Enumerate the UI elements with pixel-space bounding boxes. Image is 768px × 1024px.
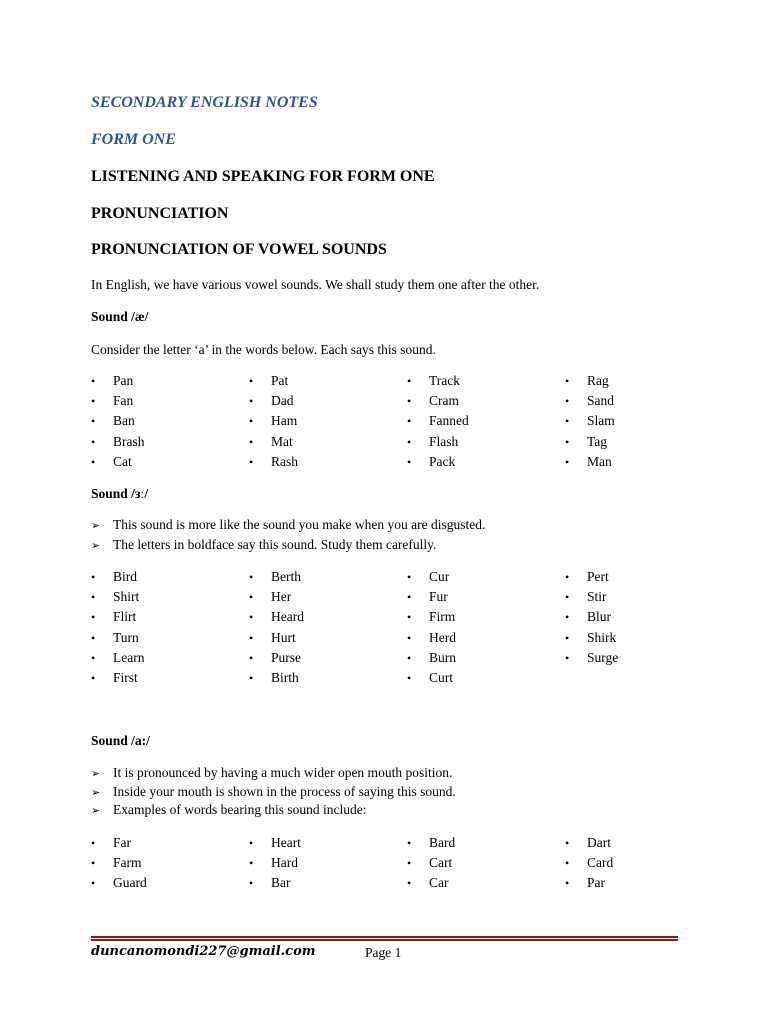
- list-item: [249, 609, 304, 625]
- list-item: [249, 650, 301, 666]
- list-item: [407, 413, 469, 429]
- bullet-icon: •: [407, 836, 412, 850]
- list-item: [91, 835, 131, 851]
- bullet-icon: •: [249, 610, 254, 625]
- word: Ham: [271, 413, 298, 429]
- list-item: [249, 670, 299, 686]
- bullet-icon: •: [407, 650, 412, 665]
- bullet-icon: •: [91, 630, 96, 645]
- bullet-icon: •: [91, 394, 96, 409]
- bullet-icon: •: [249, 454, 254, 469]
- document-title: SECONDARY ENGLISH NOTES: [91, 94, 318, 111]
- list-item: [249, 434, 293, 450]
- bullet-icon: •: [249, 671, 254, 685]
- bullet-icon: •: [249, 650, 254, 665]
- point-text: Inside your mouth is shown in the process of saying this sound.: [113, 783, 456, 799]
- word: Pan: [113, 373, 134, 388]
- bullet-icon: •: [249, 590, 254, 605]
- sound-ae-description: Consider the letter ‘a’ in the words below. Each says this sound.: [91, 342, 436, 357]
- word: Firm: [429, 609, 456, 625]
- list-item: [91, 650, 144, 666]
- list-item: [407, 373, 460, 389]
- list-item: [91, 630, 139, 646]
- bullet-icon: •: [407, 856, 412, 871]
- bullet-icon: •: [91, 876, 96, 891]
- word: Card: [587, 855, 614, 871]
- sound-ae-label: Sound /æ/: [91, 309, 149, 324]
- word: Rash: [271, 453, 298, 469]
- list-item: [91, 670, 138, 686]
- list-item: [407, 569, 449, 585]
- page-number: Page 1: [365, 945, 402, 960]
- sound-a-label: Sound /a:/: [91, 733, 150, 748]
- bullet-icon: •: [91, 590, 96, 605]
- bullet-icon: •: [565, 590, 570, 605]
- list-item: [249, 454, 298, 470]
- section-heading-pronunciation: PRONUNCIATION: [91, 205, 229, 222]
- point-text: This sound is more like the sound you make when you are disgusted.: [113, 517, 486, 532]
- bullet-icon: •: [249, 836, 254, 850]
- list-item: [565, 855, 613, 871]
- arrow-bullet-icon: ➢: [91, 768, 101, 780]
- list-item: [407, 670, 453, 686]
- word: Purse: [271, 649, 301, 665]
- bullet-icon: •: [249, 414, 254, 429]
- bullet-icon: •: [91, 650, 96, 665]
- word: Fan: [113, 393, 134, 409]
- word: Turn: [113, 629, 139, 645]
- bullet-icon: •: [565, 650, 570, 665]
- arrow-bullet-icon: ➢: [91, 539, 101, 552]
- word: Shirt: [113, 589, 140, 605]
- bullet-icon: •: [565, 836, 570, 850]
- arrow-bullet-icon: ➢: [91, 786, 101, 799]
- bullet-icon: •: [91, 454, 96, 469]
- list-item: [91, 875, 147, 891]
- word: First: [113, 670, 138, 685]
- list-item: [565, 835, 611, 851]
- arrow-point: [91, 537, 436, 553]
- bullet-icon: •: [91, 414, 96, 429]
- bullet-icon: •: [249, 856, 254, 871]
- list-item: [249, 875, 291, 891]
- bullet-icon: •: [407, 394, 412, 409]
- word: Pat: [271, 373, 289, 388]
- list-item: [91, 454, 132, 470]
- bullet-icon: •: [565, 434, 570, 449]
- word: Track: [429, 373, 461, 388]
- word: Farm: [113, 855, 142, 871]
- word: Fanned: [429, 413, 469, 429]
- list-item: [565, 434, 607, 450]
- arrow-point: [91, 765, 452, 781]
- bullet-icon: •: [249, 434, 254, 449]
- bullet-icon: •: [407, 454, 412, 469]
- word: Shirk: [587, 629, 617, 645]
- word: Birth: [271, 670, 299, 685]
- bullet-icon: •: [249, 630, 254, 645]
- word: Brash: [113, 433, 145, 449]
- bullet-icon: •: [91, 610, 96, 625]
- word: Slam: [587, 413, 615, 429]
- list-item: [565, 875, 605, 891]
- bullet-icon: •: [407, 671, 412, 685]
- bullet-icon: •: [407, 570, 412, 584]
- word: Par: [587, 875, 605, 891]
- list-item: [91, 393, 133, 409]
- list-item: [565, 609, 611, 625]
- word: Man: [587, 453, 612, 469]
- list-item: [407, 609, 455, 625]
- bullet-icon: •: [565, 876, 570, 891]
- bullet-icon: •: [91, 671, 96, 685]
- list-item: [565, 393, 614, 409]
- bullet-icon: •: [565, 570, 570, 584]
- word: Curt: [429, 670, 454, 685]
- word: Pack: [429, 453, 456, 469]
- word: Berth: [271, 569, 301, 584]
- word: Ban: [113, 413, 135, 429]
- bullet-icon: •: [565, 610, 570, 625]
- list-item: [407, 835, 455, 851]
- list-item: [407, 393, 459, 409]
- word: Dart: [587, 835, 611, 850]
- list-item: [565, 373, 609, 389]
- footer-email: duncanomondi227@gmail.com: [91, 944, 316, 959]
- footer-rule: [91, 936, 678, 941]
- list-item: [249, 569, 301, 585]
- word: Tag: [587, 433, 608, 449]
- list-item: [565, 413, 615, 429]
- bullet-icon: •: [565, 630, 570, 645]
- arrow-point: [91, 784, 456, 800]
- list-item: [249, 413, 297, 429]
- bullet-icon: •: [565, 856, 570, 871]
- list-item: [249, 855, 298, 871]
- bullet-icon: •: [91, 570, 96, 584]
- word: Flirt: [113, 609, 137, 625]
- form-heading: FORM ONE: [91, 131, 176, 148]
- word: Far: [113, 835, 131, 850]
- bullet-icon: •: [407, 876, 412, 891]
- bullet-icon: •: [407, 434, 412, 449]
- word: Cat: [113, 453, 132, 469]
- word: Car: [429, 875, 449, 891]
- section-heading-vowel-sounds: PRONUNCIATION OF VOWEL SOUNDS: [91, 241, 387, 258]
- bullet-icon: •: [407, 374, 412, 388]
- word: Fur: [429, 589, 448, 605]
- list-item: [565, 569, 609, 585]
- word: Cram: [429, 393, 459, 409]
- list-item: [565, 650, 618, 666]
- bullet-icon: •: [91, 856, 96, 871]
- word: Dad: [271, 393, 294, 409]
- bullet-icon: •: [91, 836, 96, 850]
- bullet-icon: •: [249, 374, 254, 388]
- bullet-icon: •: [91, 374, 96, 388]
- word: Rag: [587, 373, 609, 388]
- bullet-icon: •: [407, 630, 412, 645]
- list-item: [407, 875, 449, 891]
- list-item: [407, 630, 456, 646]
- list-item: [407, 650, 456, 666]
- list-item: [407, 434, 458, 450]
- list-item: [91, 589, 139, 605]
- word: Mat: [271, 433, 293, 449]
- word: Heart: [271, 835, 301, 850]
- bullet-icon: •: [565, 414, 570, 429]
- bullet-icon: •: [565, 394, 570, 409]
- list-item: [407, 454, 455, 470]
- point-text: It is pronounced by having a much wider open mouth position.: [113, 765, 453, 780]
- bullet-icon: •: [249, 394, 254, 409]
- list-item: [91, 413, 135, 429]
- list-item: [249, 393, 294, 409]
- list-item: [249, 589, 291, 605]
- word: Flash: [429, 433, 459, 449]
- word: Blur: [587, 609, 612, 625]
- list-item: [565, 630, 616, 646]
- word: Surge: [587, 649, 619, 665]
- word: Herd: [429, 629, 456, 645]
- point-text: The letters in boldface say this sound. Study them carefully.: [113, 536, 437, 552]
- section-heading-listening: LISTENING AND SPEAKING FOR FORM ONE: [91, 168, 435, 185]
- word: Burn: [429, 649, 456, 665]
- word: Bird: [113, 569, 138, 584]
- word: Cur: [429, 569, 450, 584]
- list-item: [565, 454, 612, 470]
- list-item: [91, 373, 133, 389]
- bullet-icon: •: [249, 876, 254, 891]
- list-item: [91, 855, 142, 871]
- arrow-bullet-icon: ➢: [91, 520, 101, 532]
- list-item: [249, 373, 288, 389]
- list-item: [91, 434, 145, 450]
- bullet-icon: •: [407, 590, 412, 605]
- list-item: [565, 589, 607, 605]
- bullet-icon: •: [565, 374, 570, 388]
- word: Sand: [587, 393, 614, 409]
- point-text: Examples of words bearing this sound include:: [113, 802, 367, 817]
- word: Bar: [271, 875, 291, 891]
- bullet-icon: •: [91, 434, 96, 449]
- word: Hurt: [271, 629, 296, 645]
- bullet-icon: •: [407, 610, 412, 625]
- word: Bard: [429, 835, 456, 850]
- arrow-point: [91, 517, 485, 533]
- word: Heard: [271, 609, 304, 625]
- word: Stir: [587, 589, 607, 605]
- sound-er-label: Sound /ɜː/: [91, 486, 149, 501]
- bullet-icon: •: [565, 454, 570, 469]
- bullet-icon: •: [407, 414, 412, 429]
- word: Her: [271, 589, 292, 605]
- list-item: [91, 569, 137, 585]
- arrow-bullet-icon: ➢: [91, 805, 101, 817]
- word: Pert: [587, 569, 609, 584]
- word: Hard: [271, 855, 298, 871]
- bullet-icon: •: [249, 570, 254, 584]
- list-item: [407, 855, 452, 871]
- word: Learn: [113, 649, 145, 665]
- arrow-point: [91, 802, 366, 818]
- word: Guard: [113, 875, 147, 891]
- list-item: [249, 630, 296, 646]
- intro-paragraph: In English, we have various vowel sounds. We shall study them one after the other.: [91, 277, 540, 292]
- list-item: [407, 589, 448, 605]
- list-item: [249, 835, 301, 851]
- list-item: [91, 609, 136, 625]
- word: Cart: [429, 855, 453, 871]
